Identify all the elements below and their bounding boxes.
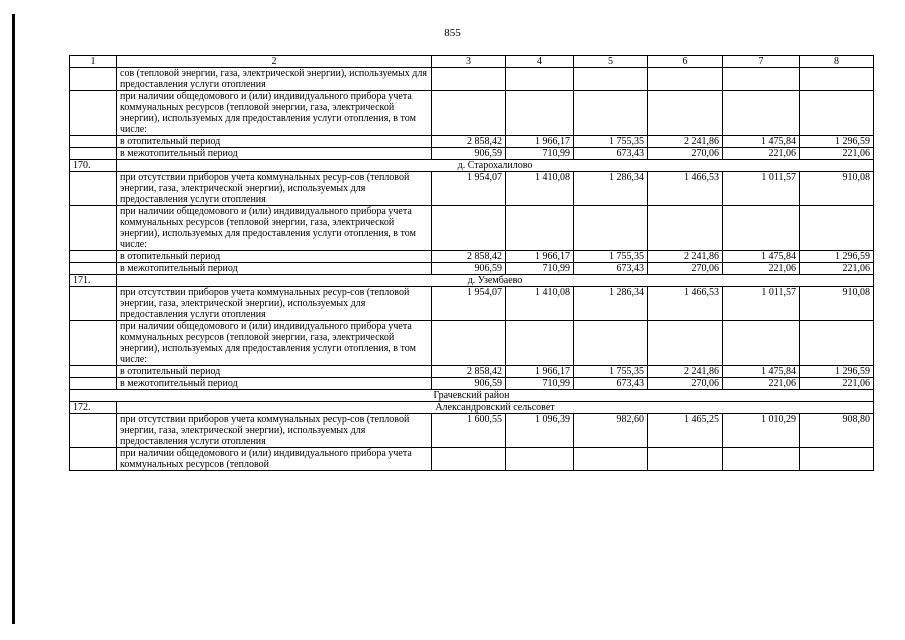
tariff-value	[648, 321, 723, 366]
header-cell: 2	[117, 56, 432, 68]
row-description: при отсутствии приборов учета коммунальных ресур-сов (тепловой энергии, газа, электрической энергии), используемых для предоставления услуги отопления	[117, 287, 432, 321]
tariff-value	[800, 448, 874, 471]
row-number	[70, 378, 117, 390]
tariff-value	[506, 68, 574, 91]
row-number	[70, 68, 117, 91]
tariff-value: 1 096,39	[506, 414, 574, 448]
tariff-value: 1 286,34	[574, 172, 648, 206]
row-description: при наличии общедомового и (или) индивидуального прибора учета коммунальных ресурсов (тепловой энергии, газа, электрической энергии), используемых для предоставления услуги отопления, в том числе:	[117, 206, 432, 251]
table-row-data	[70, 378, 874, 390]
tariff-value	[506, 448, 574, 471]
tariff-value: 1 475,84	[723, 136, 800, 148]
tariff-value: 1 296,59	[800, 251, 874, 263]
tariff-value: 2 858,42	[432, 136, 506, 148]
row-description: в отопительный период	[117, 366, 432, 378]
tariff-value: 673,43	[574, 378, 648, 390]
row-number: 171.	[70, 275, 117, 287]
tariff-value: 673,43	[574, 263, 648, 275]
table-row-data	[70, 321, 874, 366]
table-row-section	[70, 160, 874, 172]
tariff-value: 1 966,17	[506, 366, 574, 378]
row-number	[70, 263, 117, 275]
page-number: 855	[444, 27, 461, 39]
header-cell: 6	[648, 56, 723, 68]
tariff-value: 1 475,84	[723, 251, 800, 263]
row-number	[70, 136, 117, 148]
header-cell: 5	[574, 56, 648, 68]
tariff-value: 221,06	[723, 263, 800, 275]
row-description: при отсутствии приборов учета коммунальных ресур-сов (тепловой энергии, газа, электрической энергии), используемых для предоставления услуги отопления	[117, 172, 432, 206]
row-description: в отопительный период	[117, 251, 432, 263]
tariff-value: 906,59	[432, 148, 506, 160]
tariff-value	[648, 68, 723, 91]
row-number: 172.	[70, 402, 117, 414]
settlement-title: Александровский сельсовет	[117, 402, 874, 414]
table-row-data	[70, 251, 874, 263]
tariff-value: 906,59	[432, 263, 506, 275]
tariff-value	[574, 321, 648, 366]
tariff-value: 2 241,86	[648, 366, 723, 378]
row-number	[70, 172, 117, 206]
table-row-data	[70, 68, 874, 91]
tariff-value	[506, 91, 574, 136]
tariff-value: 710,99	[506, 263, 574, 275]
tariff-value	[648, 206, 723, 251]
row-description: при наличии общедомового и (или) индивидуального прибора учета коммунальных ресурсов (тепловой	[117, 448, 432, 471]
tariff-value: 908,80	[800, 414, 874, 448]
tariff-value: 221,06	[800, 148, 874, 160]
tariff-value: 1 296,59	[800, 136, 874, 148]
row-description: сов (тепловой энергии, газа, электрической энергии), используемых для предоставления услуги отопления	[117, 68, 432, 91]
tariff-value: 1 966,17	[506, 136, 574, 148]
tariff-value	[800, 68, 874, 91]
tariff-value	[432, 206, 506, 251]
table-row-data	[70, 366, 874, 378]
tariff-value: 1 466,53	[648, 172, 723, 206]
tariff-value	[574, 206, 648, 251]
tariff-value: 1 465,25	[648, 414, 723, 448]
tariff-value	[648, 91, 723, 136]
tariff-value	[800, 321, 874, 366]
tariff-value: 1 296,59	[800, 366, 874, 378]
row-description: в отопительный период	[117, 136, 432, 148]
tariff-value: 2 241,86	[648, 136, 723, 148]
tariff-value: 2 858,42	[432, 366, 506, 378]
tariff-value	[723, 321, 800, 366]
tariff-value	[574, 91, 648, 136]
tariff-value	[432, 68, 506, 91]
tariff-value: 910,08	[800, 287, 874, 321]
tariff-value	[432, 321, 506, 366]
table-row-data	[70, 448, 874, 471]
tariff-value: 1 410,08	[506, 287, 574, 321]
tariff-value: 2 241,86	[648, 251, 723, 263]
tariff-value: 1 966,17	[506, 251, 574, 263]
tariff-value: 673,43	[574, 148, 648, 160]
tariff-table	[69, 55, 874, 471]
tariff-value	[574, 448, 648, 471]
tariff-value: 1 475,84	[723, 366, 800, 378]
row-number	[70, 366, 117, 378]
row-number	[70, 448, 117, 471]
tariff-value: 910,08	[800, 172, 874, 206]
row-number	[70, 287, 117, 321]
table-row-data	[70, 263, 874, 275]
header-cell: 4	[506, 56, 574, 68]
table-body	[70, 68, 874, 471]
district-title: Грачевский район	[70, 390, 874, 402]
tariff-value: 982,60	[574, 414, 648, 448]
tariff-value: 221,06	[723, 148, 800, 160]
tariff-value: 270,06	[648, 148, 723, 160]
tariff-value: 270,06	[648, 263, 723, 275]
table-row-section	[70, 275, 874, 287]
column-number-header	[70, 56, 874, 68]
row-description: в межотопительный период	[117, 148, 432, 160]
tariff-value: 221,06	[800, 263, 874, 275]
tariff-value	[432, 91, 506, 136]
row-description: в межотопительный период	[117, 263, 432, 275]
row-number	[70, 91, 117, 136]
tariff-value: 221,06	[800, 378, 874, 390]
row-description: при отсутствии приборов учета коммунальных ресур-сов (тепловой энергии, газа, электрической энергии), используемых для предоставления услуги отопления	[117, 414, 432, 448]
row-number: 170.	[70, 160, 117, 172]
tariff-value: 1 011,57	[723, 172, 800, 206]
tariff-value: 1 954,07	[432, 172, 506, 206]
tariff-value	[800, 91, 874, 136]
row-description: при наличии общедомового и (или) индивидуального прибора учета коммунальных ресурсов (тепловой энергии, газа, электрической энергии), используемых для предоставления услуги отопления, в том числе:	[117, 91, 432, 136]
tariff-value	[432, 448, 506, 471]
tariff-value: 221,06	[723, 378, 800, 390]
tariff-value: 1 466,53	[648, 287, 723, 321]
table-row-data	[70, 414, 874, 448]
tariff-value: 1 755,35	[574, 366, 648, 378]
table-row-data	[70, 206, 874, 251]
row-description: при наличии общедомового и (или) индивидуального прибора учета коммунальных ресурсов (тепловой энергии, газа, электрической энергии), используемых для предоставления услуги отопления, в том числе:	[117, 321, 432, 366]
tariff-value	[723, 448, 800, 471]
row-number	[70, 414, 117, 448]
tariff-value: 1 755,35	[574, 251, 648, 263]
settlement-title: д. Узембаево	[117, 275, 874, 287]
tariff-value	[648, 448, 723, 471]
tariff-value	[574, 68, 648, 91]
tariff-value: 710,99	[506, 378, 574, 390]
tariff-value: 1 011,57	[723, 287, 800, 321]
row-number	[70, 148, 117, 160]
table-row-data	[70, 172, 874, 206]
tariff-value	[506, 321, 574, 366]
tariff-value: 710,99	[506, 148, 574, 160]
table-row-district	[70, 390, 874, 402]
tariff-value	[800, 206, 874, 251]
tariff-value: 1 410,08	[506, 172, 574, 206]
page-binding-edge	[12, 14, 15, 624]
tariff-value: 1 755,35	[574, 136, 648, 148]
table-row-section	[70, 402, 874, 414]
header-cell: 8	[800, 56, 874, 68]
settlement-title: д. Старохалилово	[117, 160, 874, 172]
row-number	[70, 206, 117, 251]
header-cell: 1	[70, 56, 117, 68]
tariff-value	[506, 206, 574, 251]
row-number	[70, 321, 117, 366]
header-cell: 3	[432, 56, 506, 68]
tariff-value	[723, 91, 800, 136]
table-row-data	[70, 91, 874, 136]
row-number	[70, 251, 117, 263]
tariff-value: 270,06	[648, 378, 723, 390]
header-cell: 7	[723, 56, 800, 68]
tariff-value: 2 858,42	[432, 251, 506, 263]
tariff-value: 1 954,07	[432, 287, 506, 321]
tariff-value	[723, 206, 800, 251]
tariff-value	[723, 68, 800, 91]
tariff-value: 1 010,29	[723, 414, 800, 448]
table-row-data	[70, 148, 874, 160]
tariff-value: 1 600,55	[432, 414, 506, 448]
tariff-value: 1 286,34	[574, 287, 648, 321]
row-description: в межотопительный период	[117, 378, 432, 390]
table-row-data	[70, 136, 874, 148]
table-row-data	[70, 287, 874, 321]
tariff-value: 906,59	[432, 378, 506, 390]
